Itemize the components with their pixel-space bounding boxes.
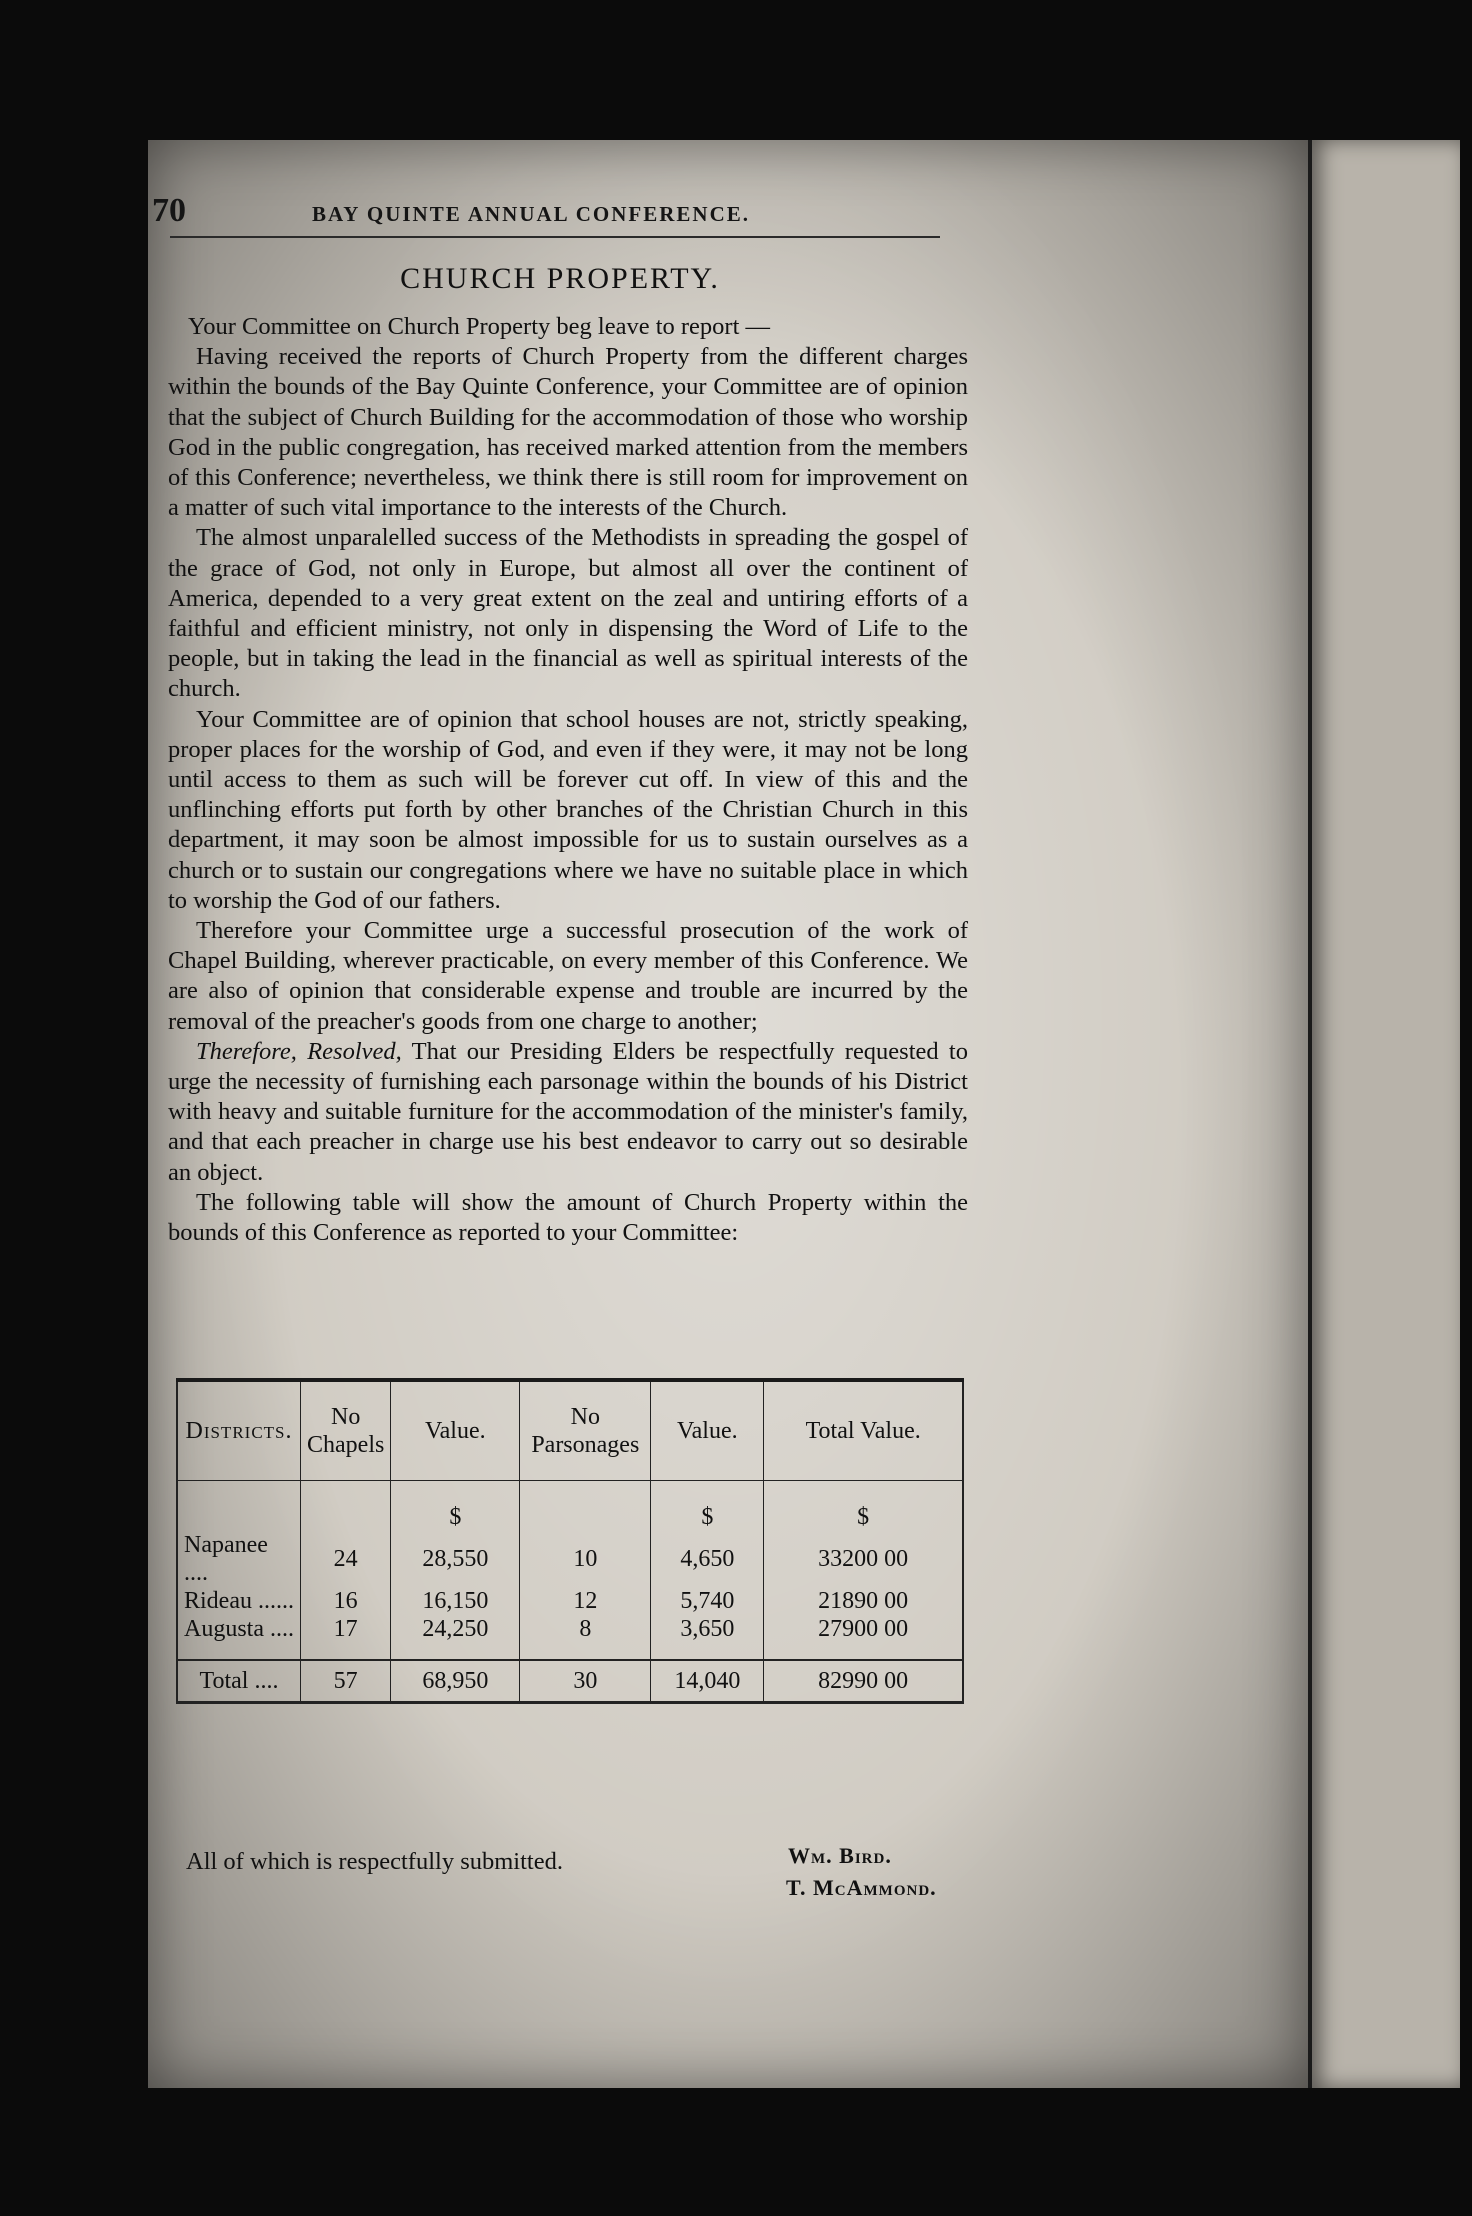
facing-page-edge bbox=[1312, 140, 1460, 2088]
table-intro: The following table will show the amount of Church Property within the bounds of this Conference as reported to your Committee: bbox=[168, 1188, 968, 1247]
chapels-value: 16,150 bbox=[391, 1587, 520, 1615]
parsonages-count: 8 bbox=[520, 1615, 651, 1660]
table-cell bbox=[301, 1481, 391, 1532]
total-value: 33200 00 bbox=[764, 1531, 963, 1587]
resolution-lead: Therefore, Resolved, bbox=[196, 1037, 402, 1065]
currency-symbol: $ bbox=[651, 1481, 764, 1532]
table-cell bbox=[177, 1481, 301, 1532]
paragraph: Having received the reports of Church Property from the different charges within the bounds of the Bay Quinte Conference, your Committee are of opinion that the subject of Church Building for the accommodation of those who worship God in the public congregation, has received marked attention from the members of this Conference; nevertheless, we think there is still room for improvement on a matter of such vital importance to the interests of the Church. bbox=[168, 343, 968, 522]
currency-row bbox=[177, 1481, 963, 1532]
total-chapels: 57 bbox=[301, 1660, 391, 1703]
property-table bbox=[176, 1382, 964, 1704]
signature: T. McAmmond. bbox=[786, 1875, 937, 1900]
chapels-count: 24 bbox=[301, 1531, 391, 1587]
closing-line: All of which is respectfully submitted. bbox=[186, 1848, 563, 1875]
district-name: Napanee .... bbox=[184, 1532, 268, 1586]
header-districts: Districts. bbox=[177, 1382, 301, 1481]
chapels-value: 24,250 bbox=[391, 1615, 520, 1660]
property-table-wrapper bbox=[176, 1378, 964, 1704]
section-title: CHURCH PROPERTY. bbox=[400, 262, 720, 295]
header-rule bbox=[170, 236, 940, 238]
header-no-chapels: No Chapels bbox=[301, 1382, 391, 1481]
district-name: Augusta .... bbox=[184, 1616, 294, 1642]
parsonages-value: 5,740 bbox=[651, 1587, 764, 1615]
header-total-value: Total Value. bbox=[764, 1382, 963, 1481]
grand-total-value: 82990 00 bbox=[764, 1660, 963, 1703]
total-parsonages-value: 14,040 bbox=[651, 1660, 764, 1703]
paragraph: Your Committee on Church Property beg leave to report — bbox=[188, 313, 771, 340]
resolution-text: That our Presiding Elders be respectfully requested to urge the necessity of furnishing each parsonage within the bounds of his District with heavy and suitable furniture for the accommodation of the minister's family, and that each preacher in charge use his best endeavor to carry out so desirable an object. bbox=[168, 1037, 968, 1186]
table-row bbox=[177, 1615, 963, 1660]
table-row bbox=[177, 1531, 963, 1587]
parsonages-count: 12 bbox=[520, 1587, 651, 1615]
header-value: Value. bbox=[651, 1382, 764, 1481]
page-number: 70 bbox=[152, 192, 186, 229]
total-value: 27900 00 bbox=[764, 1615, 963, 1660]
table-cell bbox=[520, 1481, 651, 1532]
chapels-count: 16 bbox=[301, 1587, 391, 1615]
table-row bbox=[177, 1587, 963, 1615]
total-row bbox=[177, 1660, 963, 1703]
currency-symbol: $ bbox=[764, 1481, 963, 1532]
chapels-value: 28,550 bbox=[391, 1531, 520, 1587]
district-name: Rideau ...... bbox=[184, 1588, 294, 1614]
parsonages-value: 4,650 bbox=[651, 1531, 764, 1587]
paragraph: Therefore your Committee urge a successful prosecution of the work of Chapel Building, wherever practicable, on every member of this Conference. We are also of opinion that considerable expense and trouble are incurred by the removal of the preacher's goods from one charge to another; bbox=[168, 917, 968, 1035]
total-chapels-value: 68,950 bbox=[391, 1660, 520, 1703]
parsonages-count: 10 bbox=[520, 1531, 651, 1587]
currency-symbol: $ bbox=[391, 1481, 520, 1532]
chapels-count: 17 bbox=[301, 1615, 391, 1660]
report-body bbox=[168, 312, 968, 1248]
paragraph: Your Committee are of opinion that school houses are not, strictly speaking, proper places for the worship of God, and even if they were, it may not be long until access to them as such will be forever cut off. In view of this and the unflinching efforts put forth by other branches of the Christian Church in this department, it may soon be almost impossible for us to sustain ourselves as a church or to sustain our congregations where we have no suitable place in which to worship the God of our fathers. bbox=[168, 705, 968, 914]
table-header-row bbox=[177, 1382, 963, 1481]
running-head: BAY QUINTE ANNUAL CONFERENCE. bbox=[312, 202, 751, 226]
running-header bbox=[152, 192, 1092, 230]
total-parsonages: 30 bbox=[520, 1660, 651, 1703]
header-value: Value. bbox=[391, 1382, 520, 1481]
paragraph: The almost unparalelled success of the Methodists in spreading the gospel of the grace of God, not only in Europe, but almost all over the continent of America, depended to a very great extent on the zeal and untiring efforts of a faithful and efficient ministry, not only in dispensing the Word of Life to the people, but in taking the lead in the financial as well as spiritual interests of the church. bbox=[168, 524, 968, 703]
total-value: 21890 00 bbox=[764, 1587, 963, 1615]
header-no-parsonages: No Parsonages bbox=[520, 1382, 651, 1481]
parsonages-value: 3,650 bbox=[651, 1615, 764, 1660]
resolution-paragraph bbox=[168, 1037, 968, 1188]
signatures bbox=[786, 1840, 1026, 1904]
total-label: Total .... bbox=[177, 1660, 301, 1703]
signature: Wm. Bird. bbox=[788, 1843, 892, 1868]
